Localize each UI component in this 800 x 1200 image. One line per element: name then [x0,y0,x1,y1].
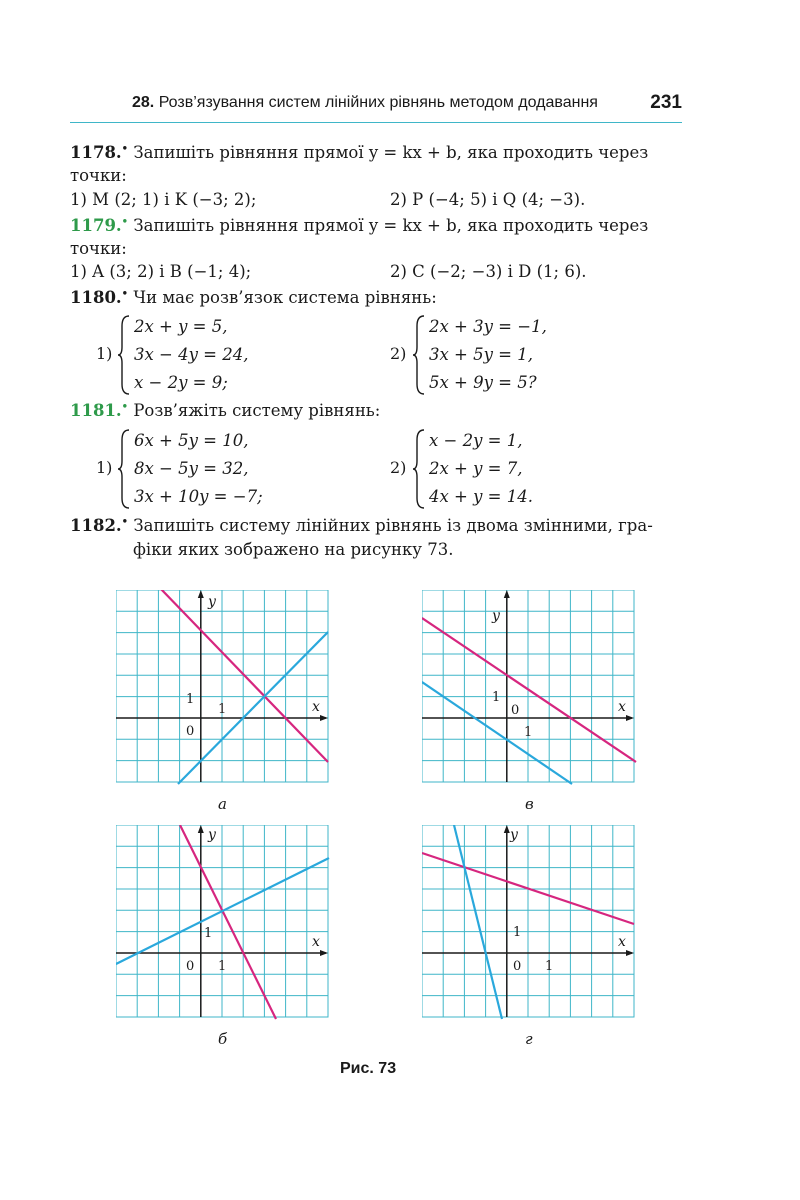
figure-caption: Рис. 73 [340,1060,397,1077]
graph-v [422,590,637,785]
graph-g [422,825,637,1020]
system-label: 1) [96,344,113,363]
equation: x − 2y = 9; [134,373,228,392]
axis-x-label: x [618,934,626,950]
axis-x-label: x [312,699,320,715]
system-1180-2 [419,313,547,397]
exercise-text: Запишіть систему лінійних рівнянь із двома змінними, гра- [133,516,653,535]
system-label: 2) [390,458,407,477]
exercise-1178: 1178.• Запишіть рівняння прямої y = kx + b, яка проходить через [70,143,649,162]
origin-label: 0 [186,724,195,739]
unit-y-label: 1 [513,925,522,940]
unit-x-label: 1 [524,725,533,740]
equation: 8x − 5y = 32, [134,459,249,478]
page-header [70,92,682,123]
system-1180-1 [124,313,249,397]
exercise-number: 1178. [70,143,122,162]
equation: 3x + 5y = 1, [429,345,533,364]
axis-y-label: y [510,827,518,843]
exercise-number: 1179. [70,216,122,235]
system-1181-2 [419,427,533,511]
exercise-text: Запишіть рівняння прямої y = kx + b, яка проходить через [133,143,649,162]
exercise-text-cont: точки: [70,166,127,185]
graph-caption: в [525,795,534,813]
axis-y-label: y [208,594,216,610]
system-1181-1 [124,427,263,511]
equation: x − 2y = 1, [429,431,523,450]
equation: 3x − 4y = 24, [134,345,249,364]
equation: 4x + y = 14. [429,487,533,506]
exercise-text: Чи має розв’язок система рівнянь: [133,288,437,307]
exercise-1180: 1180.• Чи має розв’язок система рівнянь: [70,288,437,307]
exercise-text-cont: точки: [70,239,127,258]
graph-caption: б [218,1030,228,1048]
chapter-title: 28. Розв’язування систем лінійних рівнянь методом додавання [132,94,598,111]
equation: 6x + 5y = 10, [134,431,249,450]
equation: 2x + y = 5, [134,317,228,336]
system-label: 2) [390,344,407,363]
equation: 5x + 9y = 5? [429,373,537,392]
system-label: 1) [96,458,113,477]
unit-x-label: 1 [218,702,227,717]
axis-y-label: y [492,608,500,624]
origin-label: 0 [511,703,520,718]
point-pair-2: 2) C (−2; −3) і D (1; 6). [390,262,587,281]
axis-y-label: y [208,827,216,843]
origin-label: 0 [186,959,195,974]
graph-caption: г [525,1030,533,1048]
exercise-1179: 1179.• Запишіть рівняння прямої y = kx + b, яка проходить через [70,216,649,235]
unit-x-label: 1 [545,959,554,974]
axis-x-label: x [618,699,626,715]
graph-caption: а [218,795,227,813]
unit-y-label: 1 [186,692,195,707]
unit-y-label: 1 [204,926,213,941]
exercise-1181: 1181.• Розв’яжіть систему рівнянь: [70,401,381,420]
exercise-number: 1181. [70,401,122,420]
graph-b [116,825,331,1020]
exercise-text: Запишіть рівняння прямої y = kx + b, яка проходить через [133,216,649,235]
exercise-number: 1182. [70,516,122,535]
unit-y-label: 1 [492,690,501,705]
unit-x-label: 1 [218,959,227,974]
equation: 2x + 3y = −1, [429,317,547,336]
origin-label: 0 [513,959,522,974]
axis-x-label: x [312,934,320,950]
graph-a [116,590,331,785]
point-pair-2: 2) P (−4; 5) і Q (4; −3). [390,190,586,209]
exercise-text: Розв’яжіть систему рівнянь: [133,401,381,420]
exercise-1182: 1182.• Запишіть систему лінійних рівнянь із двома змінними, гра- [70,516,653,535]
equation: 2x + y = 7, [429,459,523,478]
point-pair-1: 1) M (2; 1) і K (−3; 2); [70,190,257,209]
exercise-number: 1180. [70,288,122,307]
equation: 3x + 10y = −7; [134,487,263,506]
page-number: 231 [650,92,682,113]
exercise-text-cont: фіки яких зображено на рисунку 73. [133,540,454,559]
point-pair-1: 1) A (3; 2) і B (−1; 4); [70,262,252,281]
